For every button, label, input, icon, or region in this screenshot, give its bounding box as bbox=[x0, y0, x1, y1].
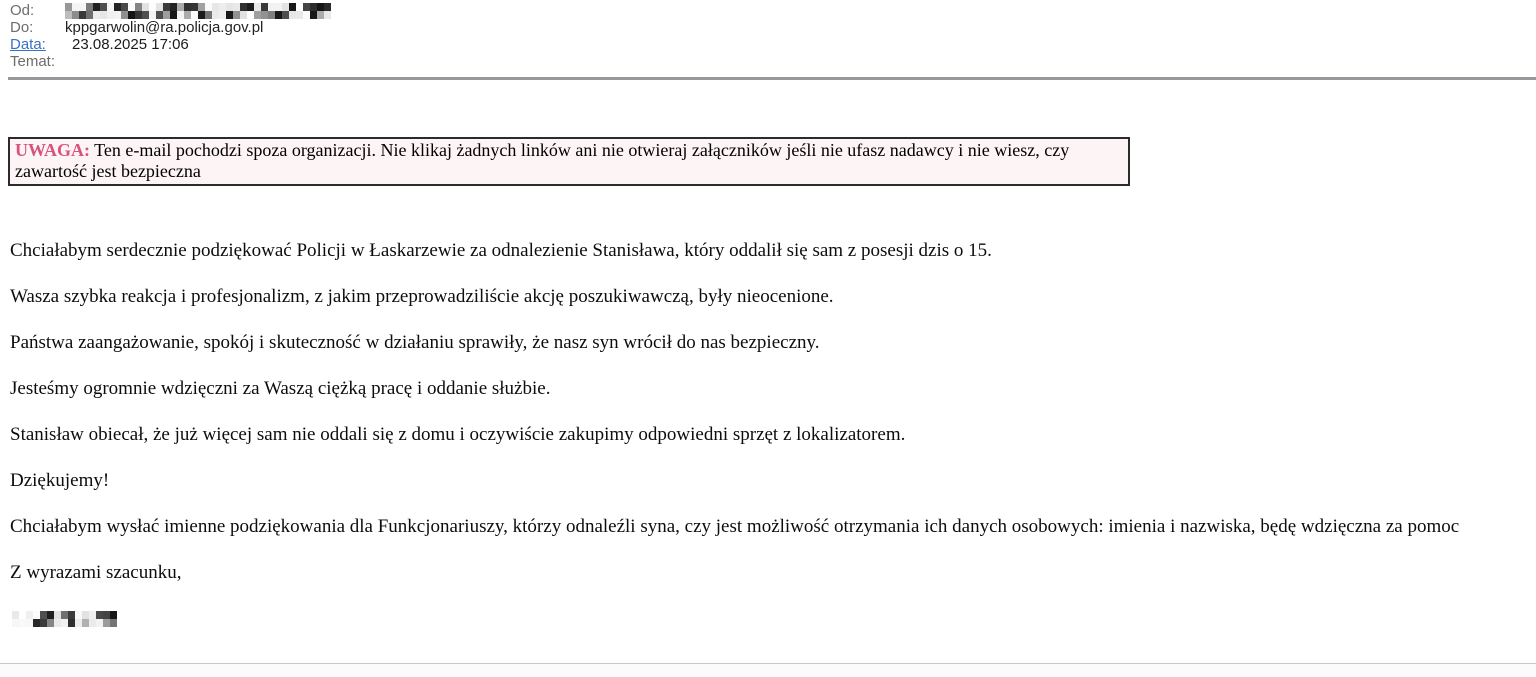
message-body bbox=[10, 239, 1536, 627]
message-header bbox=[0, 0, 1536, 70]
body-paragraph: Państwa zaangażowanie, spokój i skuteczność w działaniu sprawiły, że nasz syn wrócił do nas bezpieczny. bbox=[10, 332, 820, 353]
body-paragraph: Dziękujemy! bbox=[10, 470, 110, 491]
external-sender-warning bbox=[8, 137, 1130, 186]
warning-prefix: UWAGA: bbox=[15, 140, 90, 160]
body-paragraph: Chciałabym serdecznie podziękować Policji w Łaskarzewie za odnalezienie Stanisława, który oddalił się sam z posesji dzis o 15. bbox=[10, 240, 992, 261]
header-row-date bbox=[10, 36, 1536, 53]
body-paragraph: Chciałabym wysłać imienne podziękowania dla Funkcjonariuszy, którzy odnaleźli syna, czy jest możliwość otrzymania ich danych osobowych: imienia i nazwiska, będę wdzięczna za pomoc bbox=[10, 516, 1460, 537]
signature bbox=[12, 611, 1536, 627]
header-row-subject bbox=[10, 53, 1536, 70]
header-row-from bbox=[10, 2, 1536, 19]
header-row-to bbox=[10, 19, 1536, 36]
redacted-sender bbox=[65, 3, 331, 19]
warning-text: Ten e-mail pochodzi spoza organizacji. Nie klikaj żadnych linków ani nie otwieraj załączników jeśli nie ufasz nadawcy i nie wiesz, czy zawartość jest bezpieczna bbox=[15, 140, 1070, 181]
footer-strip bbox=[0, 664, 1536, 677]
to-address: kppgarwolin@ra.policja.gov.pl bbox=[65, 19, 264, 36]
subject-label: Temat: bbox=[10, 53, 56, 70]
body-paragraph: Jesteśmy ogromnie wdzięczni za Waszą ciężką pracę i oddanie służbie. bbox=[10, 378, 551, 399]
header-divider bbox=[8, 77, 1536, 80]
body-paragraph: Wasza szybka reakcja i profesjonalizm, z jakim przeprowadziliście akcję poszukiwawczą, były nieocenione. bbox=[10, 286, 834, 307]
body-paragraph: Z wyrazami szacunku, bbox=[10, 562, 182, 583]
from-label: Od: bbox=[10, 2, 35, 19]
body-paragraph: Stanisław obiecał, że już więcej sam nie oddali się z domu i oczywiście zakupimy odpowiedni sprzęt z lokalizatorem. bbox=[10, 424, 906, 445]
to-label: Do: bbox=[10, 19, 34, 36]
date-value: 23.08.2025 17:06 bbox=[72, 36, 189, 53]
redacted-signature bbox=[12, 611, 1536, 627]
date-link[interactable]: Data: bbox=[10, 36, 46, 53]
